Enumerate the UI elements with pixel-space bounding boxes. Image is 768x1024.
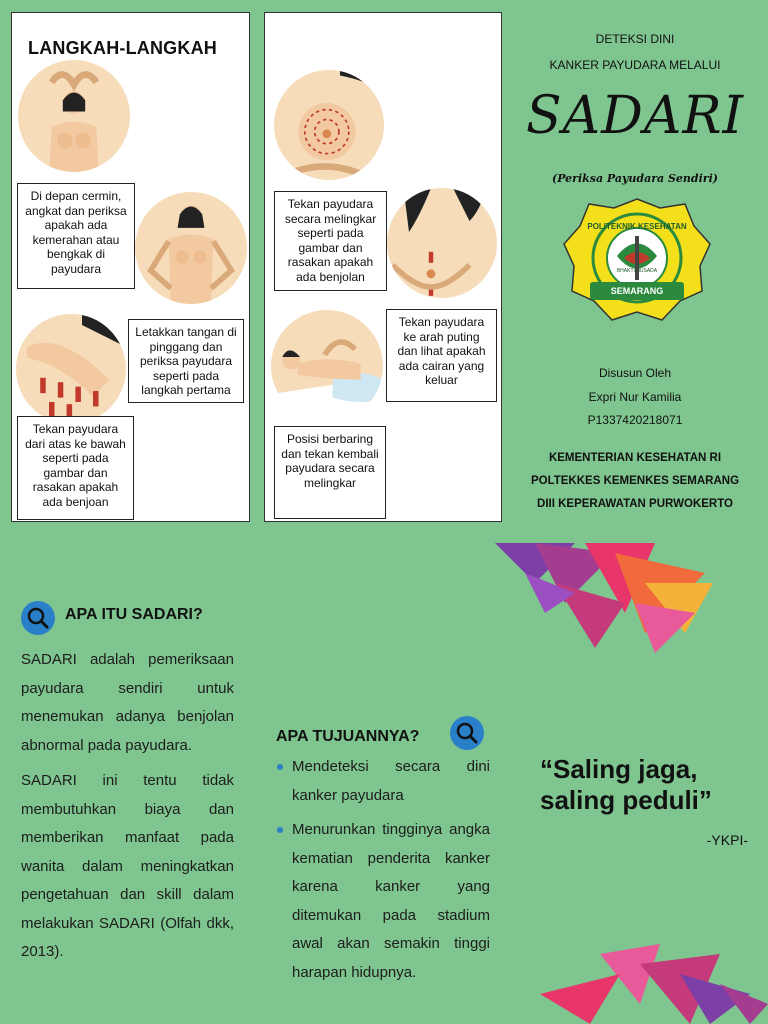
cover-line-2: KANKER PAYUDARA MELALUI [549, 58, 721, 72]
section-what-paragraph-2: SADARI ini tentu tidak membutuhkan biaya dan memberikan manfaat pada wanita dalam meningkatkan pengetahuan dan skill dalam melakukan SADARI (Olfah dkk, 2013). [21, 772, 234, 960]
circular-press-illustration [274, 70, 384, 180]
step-6-text: Posisi berbaring dan tekan kembali payudara secara melingkar [274, 426, 386, 519]
goal-bullet-2: Menurunkan tingginya angka kematian penderita kanker karena kanker yang ditemukan pada stadium awal akan semakin tinggi harapan hidupnya. [276, 816, 490, 987]
cover-line-1: DETEKSI DINI [595, 32, 675, 46]
press-top-down-illustration [16, 314, 126, 424]
decorative-polygons-top [495, 543, 715, 653]
step-3-text: Tekan payudara dari atas ke bawah seperti pada gambar dan rasakan apakah ada benjoan [17, 416, 134, 520]
logo-top-text: POLITEKNIK KESEHATAN [587, 222, 687, 231]
org-line-3: DIII KEPERAWATAN PURWOKERTO [537, 498, 733, 510]
cover-title: SADARI [525, 86, 745, 146]
author-name: Expri Nur Kamilia [588, 390, 682, 404]
woman-hands-on-hips-illustration [135, 192, 247, 304]
org-line-1: KEMENTERIAN KESEHATAN RI [548, 452, 722, 464]
section-what-title: APA ITU SADARI? [65, 606, 203, 623]
author-label: Disusun Oleh [598, 366, 672, 380]
section-goal-title: APA TUJUANNYA? [276, 728, 420, 745]
goal-bullet-list [276, 753, 490, 993]
logo-motto: BHAKTI HUSADA [616, 268, 658, 274]
search-icon[interactable] [450, 716, 484, 750]
section-what-paragraph-1: SADARI adalah pemeriksaan payudara sendiri untuk menemukan adanya benjolan abnormal pada payudara. [21, 651, 234, 754]
quote-text: “Saling jaga, saling peduli” [540, 754, 712, 815]
goal-bullet-1: Mendeteksi secara dini kanker payudara [276, 753, 490, 810]
step-2-text: Letakkan tangan di pinggang dan periksa payudara seperti pada langkah pertama [128, 319, 244, 403]
lying-position-illustration [271, 310, 383, 422]
quote-source: -YKPI- [706, 832, 748, 848]
org-line-2: POLTEKKES KEMENKES SEMARANG [530, 475, 740, 487]
poltekkes-logo [562, 196, 712, 324]
decorative-polygons-bottom [540, 944, 768, 1024]
step-1-text: Di depan cermin, angkat dan periksa apakah ada kemerahan atau bengkak di payudara [17, 183, 135, 289]
logo-bottom-text: SEMARANG [610, 286, 664, 296]
step-4-text: Tekan payudara secara melingkar seperti pada gambar dan rasakan apakah ada benjolan [274, 191, 387, 291]
steps-heading: LANGKAH-LANGKAH [28, 38, 217, 58]
author-id: P1337420218071 [587, 413, 683, 427]
press-nipple-illustration [387, 188, 497, 298]
step-5-text: Tekan payudara ke arah puting dan lihat apakah ada cairan yang keluar [386, 309, 497, 402]
woman-arms-raised-illustration [18, 60, 130, 172]
cover-subtitle: (Periksa Payudara Sendiri) [552, 172, 718, 185]
search-icon[interactable] [21, 601, 55, 635]
